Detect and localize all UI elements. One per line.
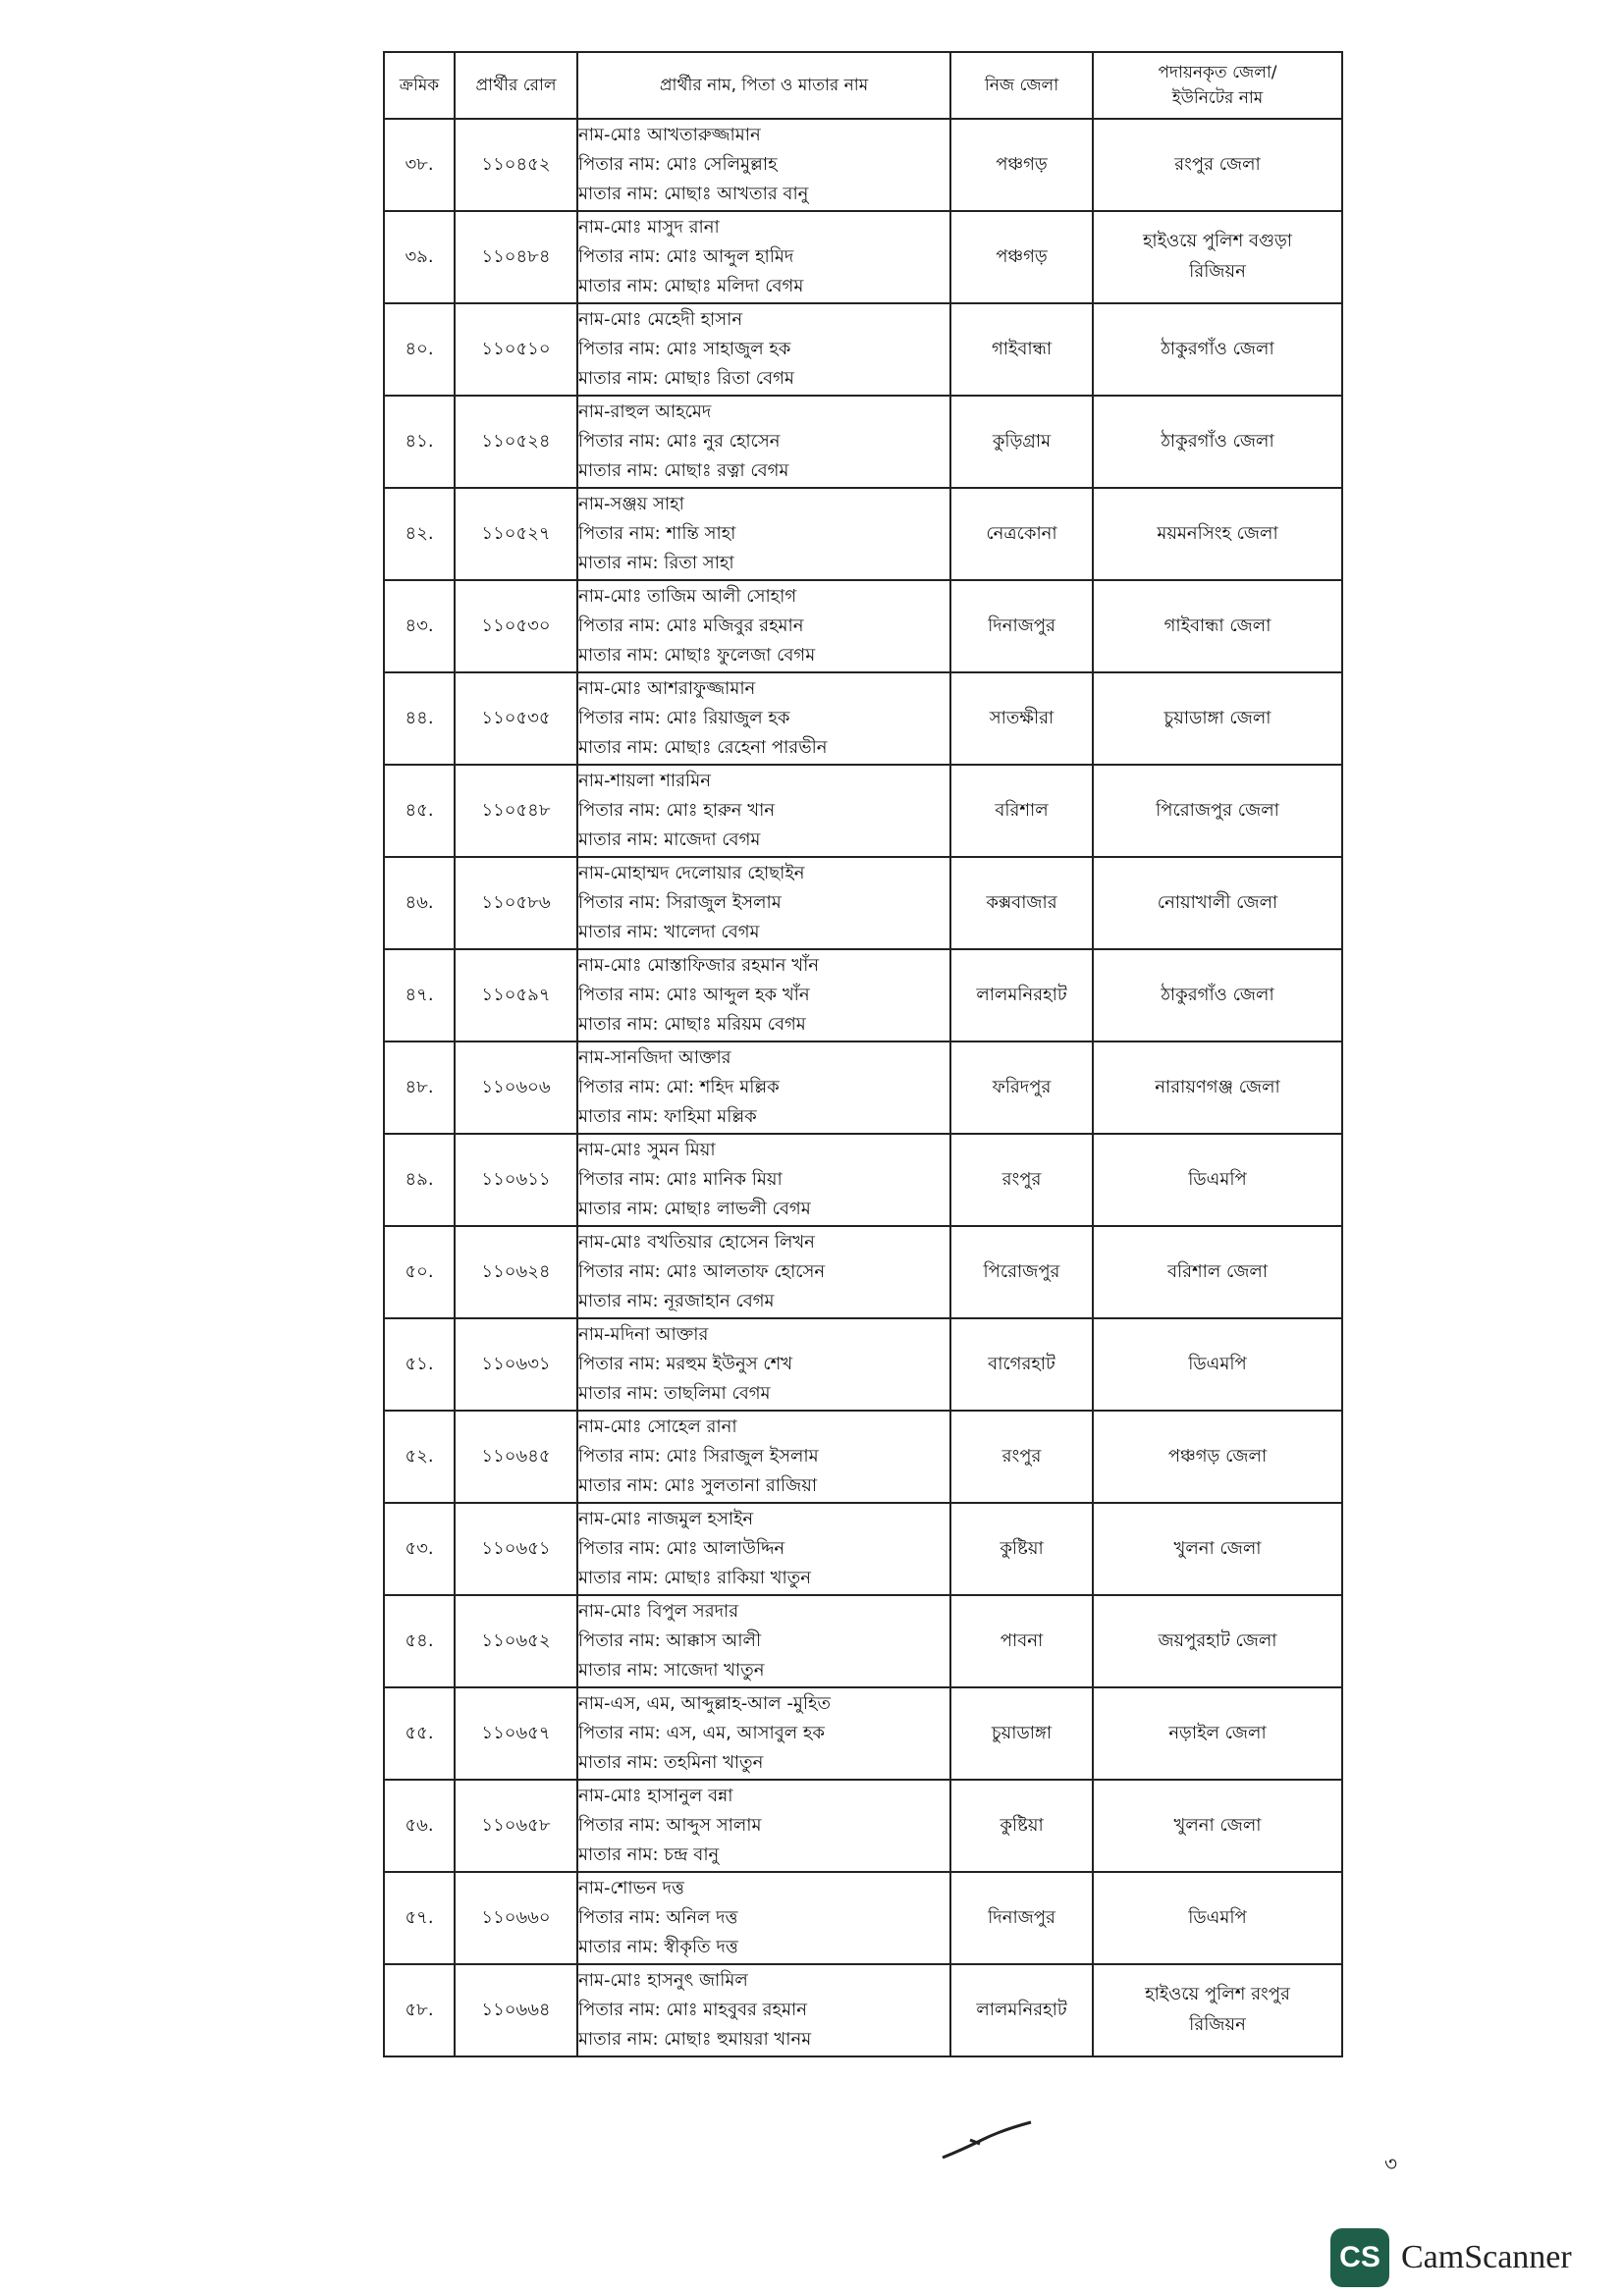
- table-row: [384, 1041, 1342, 1134]
- roll-cell: ১১০৬৬৪: [455, 1964, 577, 2056]
- serial-cell: ৪৯.: [384, 1134, 455, 1226]
- roll-cell: ১১০৬০৬: [455, 1041, 577, 1134]
- posted-unit-cell: জয়পুরহাট জেলা: [1093, 1595, 1342, 1687]
- candidate-name: নাম-মোঃ আখতারুজ্জামান: [578, 125, 761, 145]
- names-cell: [577, 580, 950, 672]
- serial-cell: ৪৮.: [384, 1041, 455, 1134]
- mother-name: মাতার নাম: ফাহিমা মল্লিক: [578, 1106, 757, 1127]
- candidate-name: নাম-মোঃ মাসুদ রানা: [578, 217, 720, 238]
- roll-cell: ১১০৬২৪: [455, 1226, 577, 1318]
- home-district-cell: দিনাজপুর: [950, 580, 1093, 672]
- candidate-name: নাম-মোঃ নাজমুল হসাইন: [578, 1509, 754, 1529]
- header-serial: ক্রমিক: [384, 52, 455, 119]
- table-row: [384, 1134, 1342, 1226]
- father-name: পিতার নাম: সিরাজুল ইসলাম: [578, 892, 782, 913]
- posted-unit-cell: খুলনা জেলা: [1093, 1503, 1342, 1595]
- serial-cell: ৫৩.: [384, 1503, 455, 1595]
- home-district-cell: কুষ্টিয়া: [950, 1503, 1093, 1595]
- header-home-district: নিজ জেলা: [950, 52, 1093, 119]
- signature-mark: [933, 2110, 1041, 2169]
- posted-unit-cell: খুলনা জেলা: [1093, 1780, 1342, 1872]
- candidate-name: নাম-মদিনা আক্তার: [578, 1324, 709, 1345]
- names-cell: [577, 1318, 950, 1411]
- placement-table: [383, 51, 1343, 2057]
- candidate-name: নাম-সানজিদা আক্তার: [578, 1047, 731, 1068]
- mother-name: মাতার নাম: সাজেদা খাতুন: [578, 1660, 765, 1681]
- father-name: পিতার নাম: আক্কাস আলী: [578, 1630, 762, 1651]
- names-cell: [577, 488, 950, 580]
- serial-cell: ৪২.: [384, 488, 455, 580]
- home-district-cell: রংপুর: [950, 1411, 1093, 1503]
- table-row: [384, 672, 1342, 765]
- serial-cell: ৪১.: [384, 396, 455, 488]
- home-district-cell: কক্সবাজার: [950, 857, 1093, 949]
- table-row: [384, 949, 1342, 1041]
- home-district-cell: দিনাজপুর: [950, 1872, 1093, 1964]
- table-row: [384, 1780, 1342, 1872]
- names-cell: [577, 119, 950, 211]
- father-name: পিতার নাম: মোঃ রিয়াজুল হক: [578, 708, 790, 728]
- table-row: [384, 211, 1342, 303]
- serial-cell: ৪৫.: [384, 765, 455, 857]
- roll-cell: ১১০৬৫৮: [455, 1780, 577, 1872]
- roll-cell: ১১০৪৮৪: [455, 211, 577, 303]
- father-name: পিতার নাম: মোঃ নুর হোসেন: [578, 431, 781, 452]
- posted-unit-cell: পঞ্চগড় জেলা: [1093, 1411, 1342, 1503]
- posted-unit-cell: হাইওয়ে পুলিশ রংপুর রিজিয়ন: [1093, 1964, 1342, 2056]
- father-name: পিতার নাম: মো: শহিদ মল্লিক: [578, 1077, 780, 1097]
- posted-unit-cell: ডিএমপি: [1093, 1318, 1342, 1411]
- home-district-cell: বাগেরহাট: [950, 1318, 1093, 1411]
- table-row: [384, 1503, 1342, 1595]
- serial-cell: ৩৯.: [384, 211, 455, 303]
- candidate-name: নাম-মোঃ বিপুল সরদার: [578, 1601, 739, 1622]
- names-cell: [577, 949, 950, 1041]
- father-name: পিতার নাম: এস, এম, আসাবুল হক: [578, 1723, 825, 1743]
- mother-name: মাতার নাম: মোছাঃ রেহেনা পারভীন: [578, 737, 828, 758]
- names-cell: [577, 1872, 950, 1964]
- table-row: [384, 580, 1342, 672]
- roll-cell: ১১০৬৫২: [455, 1595, 577, 1687]
- roll-cell: ১১০৬৫৭: [455, 1687, 577, 1780]
- home-district-cell: নেত্রকোনা: [950, 488, 1093, 580]
- table-header-row: [384, 52, 1342, 119]
- roll-cell: ১১০৬৩১: [455, 1318, 577, 1411]
- mother-name: মাতার নাম: মোঃ সুলতানা রাজিয়া: [578, 1475, 818, 1496]
- serial-cell: ৩৮.: [384, 119, 455, 211]
- roll-cell: ১১০৬৫১: [455, 1503, 577, 1595]
- candidate-name: নাম-শোভন দত্ত: [578, 1878, 684, 1898]
- table-row: [384, 1411, 1342, 1503]
- names-cell: [577, 1226, 950, 1318]
- father-name: পিতার নাম: মোঃ আলাউদ্দিন: [578, 1538, 785, 1559]
- mother-name: মাতার নাম: মোছাঃ ফুলেজা বেগম: [578, 645, 816, 666]
- serial-cell: ৫৪.: [384, 1595, 455, 1687]
- home-district-cell: লালমনিরহাট: [950, 1964, 1093, 2056]
- names-cell: [577, 765, 950, 857]
- names-cell: [577, 857, 950, 949]
- candidate-name: নাম-মোঃ হাসানুল বন্না: [578, 1786, 733, 1806]
- posted-unit-cell: বরিশাল জেলা: [1093, 1226, 1342, 1318]
- table-row: [384, 303, 1342, 396]
- names-cell: [577, 1411, 950, 1503]
- serial-cell: ৫৬.: [384, 1780, 455, 1872]
- names-cell: [577, 1780, 950, 1872]
- mother-name: মাতার নাম: স্বীকৃতি দত্ত: [578, 1937, 738, 1957]
- header-names: প্রার্থীর নাম, পিতা ও মাতার নাম: [577, 52, 950, 119]
- names-cell: [577, 1134, 950, 1226]
- candidate-name: নাম-মোঃ সুমন মিয়া: [578, 1140, 716, 1160]
- table-row: [384, 1687, 1342, 1780]
- home-district-cell: বরিশাল: [950, 765, 1093, 857]
- posted-unit-cell: নোয়াখালী জেলা: [1093, 857, 1342, 949]
- father-name: পিতার নাম: মোঃ মাহবুবর রহমান: [578, 2000, 807, 2020]
- roll-cell: ১১০৫৪৮: [455, 765, 577, 857]
- header-roll: প্রার্থীর রোল: [455, 52, 577, 119]
- home-district-cell: গাইবান্ধা: [950, 303, 1093, 396]
- candidate-name: নাম-সঞ্জয় সাহা: [578, 494, 684, 514]
- mother-name: মাতার নাম: মোছাঃ রাকিয়া খাতুন: [578, 1568, 811, 1588]
- roll-cell: ১১০৬৬০: [455, 1872, 577, 1964]
- home-district-cell: কুষ্টিয়া: [950, 1780, 1093, 1872]
- posted-unit-cell: ডিএমপি: [1093, 1134, 1342, 1226]
- table-row: [384, 1226, 1342, 1318]
- mother-name: মাতার নাম: তাছলিমা বেগম: [578, 1383, 771, 1404]
- mother-name: মাতার নাম: মোছাঃ লাভলী বেগম: [578, 1199, 811, 1219]
- mother-name: মাতার নাম: নূরজাহান বেগম: [578, 1291, 775, 1311]
- father-name: পিতার নাম: অনিল দত্ত: [578, 1907, 738, 1928]
- home-district-cell: লালমনিরহাট: [950, 949, 1093, 1041]
- father-name: পিতার নাম: মোঃ মানিক মিয়া: [578, 1169, 783, 1190]
- father-name: পিতার নাম: মোঃ সিরাজুল ইসলাম: [578, 1446, 819, 1467]
- table-row: [384, 1318, 1342, 1411]
- table-row: [384, 119, 1342, 211]
- serial-cell: ৫৮.: [384, 1964, 455, 2056]
- mother-name: মাতার নাম: মাজেদা বেগম: [578, 829, 761, 850]
- candidate-name: নাম-মোহাম্মদ দেলোয়ার হোছাইন: [578, 863, 805, 883]
- names-cell: [577, 396, 950, 488]
- serial-cell: ৪৪.: [384, 672, 455, 765]
- roll-cell: ১১০৫১০: [455, 303, 577, 396]
- candidate-name: নাম-মোঃ মোস্তাফিজার রহমান খাঁন: [578, 955, 820, 976]
- father-name: পিতার নাম: মোঃ সাহাজুল হক: [578, 339, 791, 359]
- names-cell: [577, 1595, 950, 1687]
- candidate-name: নাম-এস, এম, আব্দুল্লাহ-আল -মুহিত: [578, 1693, 831, 1714]
- table-row: [384, 1595, 1342, 1687]
- posted-unit-cell: ঠাকুরগাঁও জেলা: [1093, 303, 1342, 396]
- table-row: [384, 765, 1342, 857]
- names-cell: [577, 211, 950, 303]
- father-name: পিতার নাম: মোঃ সেলিমুল্লাহ: [578, 154, 778, 175]
- roll-cell: ১১০৬১১: [455, 1134, 577, 1226]
- serial-cell: ৫৭.: [384, 1872, 455, 1964]
- header-posted-unit: পদায়নকৃত জেলা/ ইউনিটের নাম: [1093, 52, 1342, 119]
- home-district-cell: ফরিদপুর: [950, 1041, 1093, 1134]
- father-name: পিতার নাম: মোঃ মজিবুর রহমান: [578, 615, 804, 636]
- posted-unit-cell: পিরোজপুর জেলা: [1093, 765, 1342, 857]
- father-name: পিতার নাম: মোঃ আব্দুল হামিদ: [578, 246, 794, 267]
- names-cell: [577, 1687, 950, 1780]
- home-district-cell: পিরোজপুর: [950, 1226, 1093, 1318]
- posted-unit-cell: চুয়াডাঙ্গা জেলা: [1093, 672, 1342, 765]
- mother-name: মাতার নাম: মোছাঃ রত্না বেগম: [578, 460, 789, 481]
- home-district-cell: রংপুর: [950, 1134, 1093, 1226]
- names-cell: [577, 1041, 950, 1134]
- roll-cell: ১১০৫৮৬: [455, 857, 577, 949]
- father-name: পিতার নাম: মোঃ আলতাফ হোসেন: [578, 1261, 826, 1282]
- father-name: পিতার নাম: মোঃ হারুন খান: [578, 800, 776, 821]
- table-row: [384, 1872, 1342, 1964]
- home-district-cell: পাবনা: [950, 1595, 1093, 1687]
- posted-unit-cell: ঠাকুরগাঁও জেলা: [1093, 949, 1342, 1041]
- home-district-cell: পঞ্চগড়: [950, 119, 1093, 211]
- posted-unit-cell: নড়াইল জেলা: [1093, 1687, 1342, 1780]
- roll-cell: ১১০৫৯৭: [455, 949, 577, 1041]
- candidate-name: নাম-মোঃ আশরাফুজ্জামান: [578, 678, 756, 699]
- camscanner-watermark: [1330, 2228, 1572, 2287]
- table-row: [384, 1964, 1342, 2056]
- camscanner-text: CamScanner: [1401, 2239, 1572, 2275]
- names-cell: [577, 1503, 950, 1595]
- mother-name: মাতার নাম: রিতা সাহা: [578, 553, 734, 573]
- posted-unit-cell: ময়মনসিংহ জেলা: [1093, 488, 1342, 580]
- roll-cell: ১১০৬৪৫: [455, 1411, 577, 1503]
- posted-unit-cell: ঠাকুরগাঁও জেলা: [1093, 396, 1342, 488]
- father-name: পিতার নাম: শান্তি সাহা: [578, 523, 736, 544]
- mother-name: মাতার নাম: খালেদা বেগম: [578, 922, 760, 942]
- candidate-name: নাম-রাহুল আহমেদ: [578, 401, 712, 422]
- table-row: [384, 488, 1342, 580]
- serial-cell: ৫২.: [384, 1411, 455, 1503]
- home-district-cell: চুয়াডাঙ্গা: [950, 1687, 1093, 1780]
- serial-cell: ৫১.: [384, 1318, 455, 1411]
- posted-unit-cell: ডিএমপি: [1093, 1872, 1342, 1964]
- candidate-name: নাম-মোঃ সোহেল রানা: [578, 1416, 737, 1437]
- roll-cell: ১১০৫৩৫: [455, 672, 577, 765]
- serial-cell: ৪৭.: [384, 949, 455, 1041]
- father-name: পিতার নাম: মরহুম ইউনুস শেখ: [578, 1354, 793, 1374]
- serial-cell: ৫০.: [384, 1226, 455, 1318]
- candidate-name: নাম-মোঃ হাসনুৎ জামিল: [578, 1970, 748, 1991]
- roll-cell: ১১০৪৫২: [455, 119, 577, 211]
- posted-unit-cell: রংপুর জেলা: [1093, 119, 1342, 211]
- table-row: [384, 396, 1342, 488]
- posted-unit-cell: হাইওয়ে পুলিশ বগুড়া রিজিয়ন: [1093, 211, 1342, 303]
- roll-cell: ১১০৫২৭: [455, 488, 577, 580]
- candidate-name: নাম-মোঃ তাজিম আলী সোহাগ: [578, 586, 797, 607]
- mother-name: মাতার নাম: মোছাঃ রিতা বেগম: [578, 368, 794, 389]
- candidate-name: নাম-মোঃ মেহেদী হাসান: [578, 309, 743, 330]
- names-cell: [577, 303, 950, 396]
- table-body: [384, 119, 1342, 2056]
- home-district-cell: পঞ্চগড়: [950, 211, 1093, 303]
- serial-cell: ৫৫.: [384, 1687, 455, 1780]
- mother-name: মাতার নাম: মোছাঃ আখতার বানু: [578, 184, 809, 204]
- candidate-name: নাম-শায়লা শারমিন: [578, 771, 711, 791]
- mother-name: মাতার নাম: মোছাঃ হুমায়রা খানম: [578, 2029, 812, 2050]
- home-district-cell: কুড়িগ্রাম: [950, 396, 1093, 488]
- names-cell: [577, 672, 950, 765]
- posted-unit-cell: নারায়ণগঞ্জ জেলা: [1093, 1041, 1342, 1134]
- serial-cell: ৪৬.: [384, 857, 455, 949]
- father-name: পিতার নাম: মোঃ আব্দুল হক খাঁন: [578, 985, 810, 1005]
- serial-cell: ৪৩.: [384, 580, 455, 672]
- camscanner-logo-icon: CS: [1330, 2228, 1389, 2287]
- roll-cell: ১১০৫৩০: [455, 580, 577, 672]
- names-cell: [577, 1964, 950, 2056]
- home-district-cell: সাতক্ষীরা: [950, 672, 1093, 765]
- father-name: পিতার নাম: আব্দুস সালাম: [578, 1815, 762, 1836]
- page-number: ৩: [1384, 2152, 1398, 2175]
- mother-name: মাতার নাম: মোছাঃ মরিয়ম বেগম: [578, 1014, 806, 1035]
- mother-name: মাতার নাম: তহমিনা খাতুন: [578, 1752, 764, 1773]
- serial-cell: ৪০.: [384, 303, 455, 396]
- posted-unit-cell: গাইবান্ধা জেলা: [1093, 580, 1342, 672]
- mother-name: মাতার নাম: চন্দ্র বানু: [578, 1844, 720, 1865]
- mother-name: মাতার নাম: মোছাঃ মলিদা বেগম: [578, 276, 804, 296]
- candidate-name: নাম-মোঃ বখতিয়ার হোসেন লিখন: [578, 1232, 815, 1253]
- table-row: [384, 857, 1342, 949]
- roll-cell: ১১০৫২৪: [455, 396, 577, 488]
